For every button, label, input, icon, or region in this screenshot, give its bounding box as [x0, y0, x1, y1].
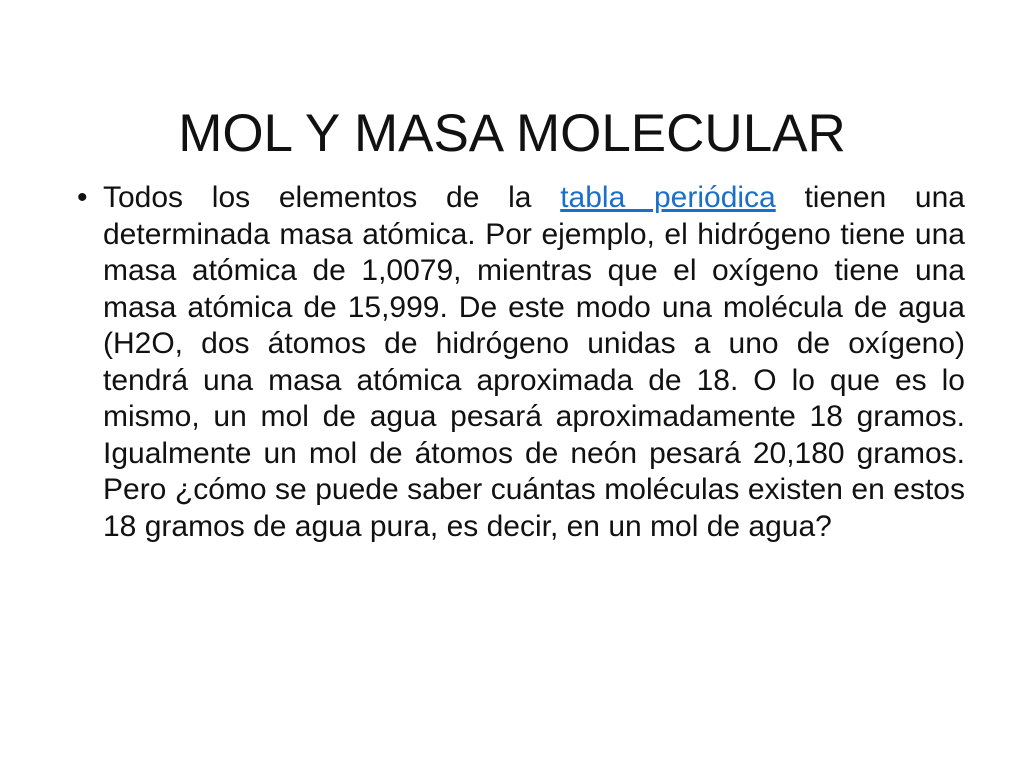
- paragraph-text-start: Todos los elementos de la: [103, 181, 561, 214]
- bullet-icon: •: [77, 181, 88, 214]
- slide-title: MOL Y MASA MOLECULAR: [178, 103, 846, 163]
- slide-body: [77, 180, 965, 545]
- bullet-item: [77, 180, 965, 545]
- tabla-periodica-link[interactable]: tabla periódica: [560, 181, 776, 214]
- paragraph-text-end: tienen una determinada masa atómica. Por ejemplo, el hidrógeno tiene una masa atómica de 1,0079, mientras que el oxígeno tiene una masa atómica de 15,999. De este modo una molécula de agua (H2O, dos átomos de hidrógeno unidas a uno de oxígeno) tendrá una masa atómica aproximada de 18. O lo que es lo mismo, un mol de agua pesará aproximadamente 18 gramos. Igualmente un mol de átomos de neón pesará 20,180 gramos. Pero ¿cómo se puede saber cuántas moléculas existen en estos 18 gramos de agua pura, es decir, en un mol de agua?: [103, 181, 965, 543]
